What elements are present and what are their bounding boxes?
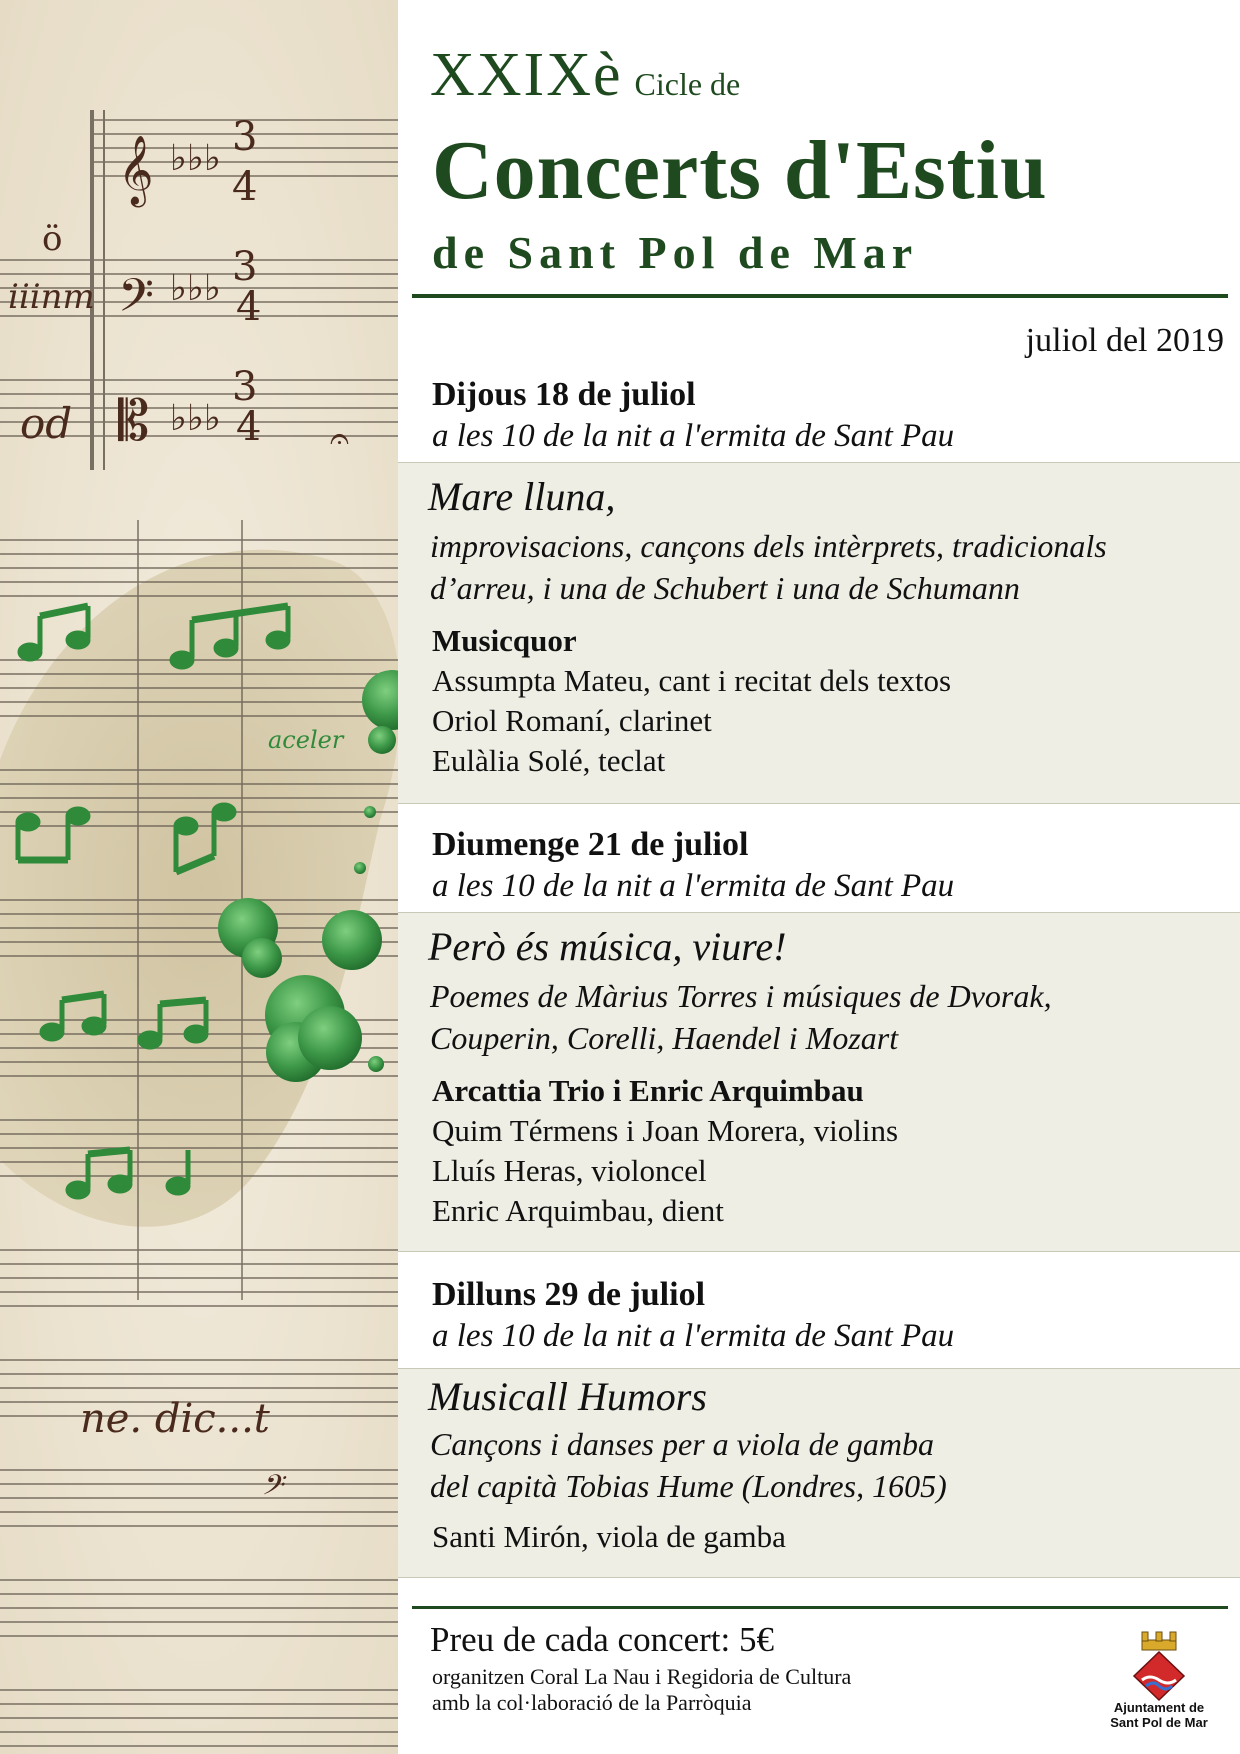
footer-divider <box>412 1606 1228 1609</box>
town-hall-label-line-1: Ajuntament de <box>1113 1700 1205 1715</box>
concert-2-title: Però és música, viure! <box>428 924 787 969</box>
concert-2-member: Lluís Heras, violoncel <box>432 1153 707 1188</box>
poster-content <box>398 0 1240 1754</box>
cycle-label: Cicle de <box>634 66 741 102</box>
town-hall-label-line-2: Sant Pol de Mar <box>1110 1715 1208 1730</box>
svg-text:ö: ö <box>42 219 63 259</box>
organizers: organitzen Coral La Nau i Regidoria de Cultura <box>432 1664 852 1689</box>
edition-number: XXIXè <box>430 41 623 109</box>
manuscript-lyrics: ne. dic...t <box>80 1396 270 1442</box>
concert-1-member: Eulàlia Solé, teclat <box>432 743 666 778</box>
shield-icon <box>1134 1652 1184 1700</box>
concert-1-details <box>398 462 1240 804</box>
svg-text:3: 3 <box>232 364 258 410</box>
concert-1-desc-line-2: d’arreu, i una de Schubert i una de Schumann <box>430 570 1020 606</box>
concert-3-member: Santi Mirón, viola de gamba <box>432 1519 786 1554</box>
concert-3-title: Musicall Humors <box>428 1374 707 1419</box>
svg-text:𝄞: 𝄞 <box>118 135 154 205</box>
concert-1-desc-line-1: improvisacions, cançons dels intèrprets, tradicionals <box>430 528 1107 564</box>
concert-2-member: Enric Arquimbau, dient <box>432 1193 724 1228</box>
ticket-price: Preu de cada concert: 5€ <box>430 1620 775 1659</box>
concert-1-member: Assumpta Mateu, cant i recitat dels textos <box>432 663 952 698</box>
svg-text:𝄡: 𝄡 <box>118 389 150 454</box>
svg-text:♭♭♭: ♭♭♭ <box>170 398 221 439</box>
svg-text:𝄢: 𝄢 <box>260 1469 282 1509</box>
manuscript-illustration <box>0 0 398 1754</box>
svg-text:4: 4 <box>236 404 262 450</box>
svg-text:3: 3 <box>232 114 258 160</box>
edition-line <box>430 40 740 111</box>
svg-text:𝄐: 𝄐 <box>330 419 349 459</box>
manuscript-image <box>0 0 398 1754</box>
concert-3-when: a les 10 de la nit a l'ermita de Sant Pau <box>432 1318 955 1354</box>
svg-text:4: 4 <box>236 284 262 330</box>
svg-text:4: 4 <box>232 164 258 210</box>
concert-1-member: Oriol Romaní, clarinet <box>432 703 712 738</box>
crown-icon <box>1142 1632 1176 1650</box>
concert-2-when: a les 10 de la nit a l'ermita de Sant Pau <box>432 868 955 904</box>
concert-3-desc-line-2: del capità Tobias Hume (Londres, 1605) <box>430 1468 947 1504</box>
poster-subtitle: de Sant Pol de Mar <box>432 227 919 278</box>
title-divider <box>412 294 1228 298</box>
svg-text:♭♭♭: ♭♭♭ <box>170 268 221 309</box>
svg-text:♭♭♭: ♭♭♭ <box>170 138 221 179</box>
svg-text:3: 3 <box>232 244 258 290</box>
concert-2-desc-line-2: Couperin, Corelli, Haendel i Mozart <box>430 1020 899 1056</box>
manuscript-marking-aceler: aceler <box>268 726 344 754</box>
poster-title: Concerts d'Estiu <box>432 124 1048 217</box>
concert-1-when: a les 10 de la nit a l'ermita de Sant Pau <box>432 418 955 454</box>
concert-1-title: Mare lluna, <box>428 474 616 519</box>
concert-3-details <box>398 1368 1240 1578</box>
concert-2-desc-line-1: Poemes de Màrius Torres i músiques de Dvorak, <box>430 978 1052 1014</box>
svg-text:𝄢: 𝄢 <box>118 269 155 334</box>
concert-3-desc-line-1: Cançons i danses per a viola de gamba <box>430 1426 934 1462</box>
town-hall-label <box>1078 1700 1240 1730</box>
concert-2-group: Arcattia Trio i Enric Arquimbau <box>432 1073 864 1108</box>
month-label: juliol del 2019 <box>1025 322 1224 359</box>
concert-1-day: Dijous 18 de juliol <box>432 376 696 413</box>
concert-1-group: Musicquor <box>432 623 577 658</box>
svg-text:od: od <box>20 399 73 448</box>
collaboration: amb la col·laboració de la Parròquia <box>432 1690 752 1715</box>
concert-3-day: Dilluns 29 de juliol <box>432 1276 706 1313</box>
concert-2-member: Quim Térmens i Joan Morera, violins <box>432 1113 899 1148</box>
svg-text:iiinm: iiinm <box>8 277 95 317</box>
concert-2-details <box>398 912 1240 1252</box>
concert-2-day: Diumenge 21 de juliol <box>432 826 749 863</box>
